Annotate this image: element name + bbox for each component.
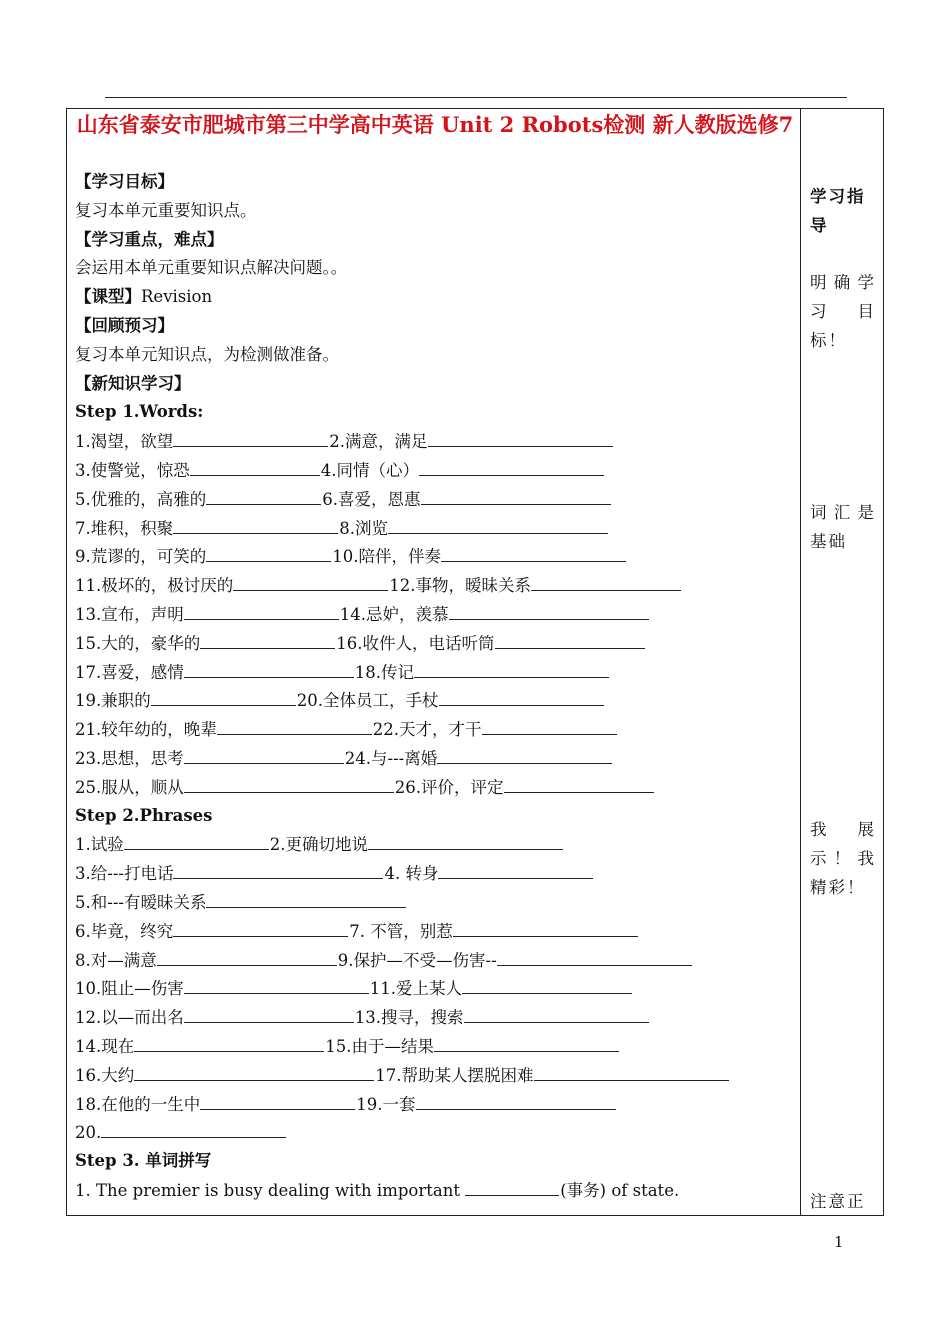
exercise-label: 12.事物，暧昧关系: [389, 576, 531, 596]
new-knowledge-heading: 【新知识学习】: [75, 373, 191, 393]
step2-phrase-list: [75, 830, 797, 1147]
objective-text: 复习本单元重要知识点。: [75, 200, 257, 220]
exercise-row: [75, 1118, 797, 1147]
exercise-label: 7. 不管，别惹: [349, 921, 453, 941]
exercise-row: [75, 1061, 797, 1090]
exercise-label: 18.在他的一生中: [75, 1094, 201, 1114]
exercise-row: [75, 830, 797, 859]
step1-heading: Step 1.Words:: [75, 402, 204, 422]
answer-blank[interactable]: [416, 1090, 616, 1110]
answer-blank[interactable]: [190, 456, 320, 476]
exercise-label: 17.喜爱，感情: [75, 662, 184, 682]
answer-blank[interactable]: [465, 1176, 559, 1196]
exercise-label: 15.大的，豪华的: [75, 633, 201, 653]
answer-blank[interactable]: [449, 600, 649, 620]
answer-blank[interactable]: [495, 629, 645, 649]
answer-blank[interactable]: [184, 658, 354, 678]
exercise-row: [75, 456, 797, 485]
step2-heading: Step 2.Phrases: [75, 805, 213, 825]
keypoints-text: 会运用本单元重要知识点解决问题。。: [75, 258, 348, 278]
exercise-label: 5.和---有暧昧关系: [75, 892, 207, 912]
class-type-heading: 【课型】: [75, 287, 141, 307]
exercise-label: 16.大约: [75, 1065, 135, 1085]
exercise-row: [75, 946, 797, 975]
exercise-row: [75, 514, 797, 543]
answer-blank[interactable]: [173, 514, 338, 534]
answer-blank[interactable]: [438, 859, 593, 879]
exercise-label: 3.使警觉，惊恐: [75, 460, 190, 480]
sidebar-note-attention: 注意正: [810, 1192, 866, 1211]
review-heading: 【回顾预习】: [75, 315, 174, 335]
answer-blank[interactable]: [206, 542, 331, 562]
exercise-row: [75, 744, 797, 773]
answer-blank[interactable]: [184, 974, 369, 994]
sidebar-guide-title: 学习指导: [810, 187, 866, 235]
sidebar-note-showcase: 我展示！我精彩！: [810, 820, 876, 897]
exercise-label: 8.对—满意: [75, 950, 157, 970]
exercise-row: [75, 600, 797, 629]
answer-blank[interactable]: [173, 917, 348, 937]
exercise-label: 20.: [75, 1123, 102, 1143]
document-title: 山东省泰安市肥城市第三中学高中英语 Unit 2 Robots检测 新人教版选修7: [76, 112, 794, 137]
answer-blank[interactable]: [206, 485, 321, 505]
exercise-label: 11.极坏的，极讨厌的: [75, 576, 234, 596]
answer-blank[interactable]: [464, 1003, 649, 1023]
answer-blank[interactable]: [497, 946, 692, 966]
exercise-row: [75, 715, 797, 744]
exercise-label: 7.堆积，积聚: [75, 518, 174, 538]
exercise-label: 13.搜寻，搜索: [354, 1008, 464, 1028]
sidebar-note-objective: 明确学习目标！: [810, 273, 876, 350]
header-rule: [105, 97, 847, 98]
answer-blank[interactable]: [414, 658, 609, 678]
answer-blank[interactable]: [534, 1061, 729, 1081]
sidebar-note-vocabulary: 词汇是基础: [810, 503, 876, 551]
answer-blank[interactable]: [124, 830, 269, 850]
exercise-label: 6.喜爱，恩惠: [322, 489, 421, 509]
exercise-row: [75, 974, 797, 1003]
answer-blank[interactable]: [184, 1003, 354, 1023]
answer-blank[interactable]: [439, 686, 604, 706]
answer-blank[interactable]: [453, 917, 638, 937]
answer-blank[interactable]: [184, 773, 394, 793]
exercise-label: 6.毕竟，终究: [75, 921, 174, 941]
exercise-label: 1.试验: [75, 835, 124, 855]
answer-blank[interactable]: [134, 1032, 324, 1052]
exercise-row: [75, 658, 797, 687]
answer-blank[interactable]: [441, 542, 626, 562]
answer-blank[interactable]: [173, 859, 383, 879]
exercise-label: 16.收件人，电话听筒: [336, 633, 495, 653]
exercise-label: 24.与---离婚: [344, 748, 438, 768]
exercise-row: [75, 542, 797, 571]
exercise-row: [75, 1032, 797, 1061]
exercise-label: 26.评价，评定: [394, 777, 504, 797]
exercise-label: 22.天才，才干: [372, 720, 482, 740]
exercise-label: 18.传记: [354, 662, 414, 682]
answer-blank[interactable]: [206, 888, 406, 908]
exercise-label: 14.现在: [75, 1036, 135, 1056]
exercise-row: [75, 485, 797, 514]
answer-blank[interactable]: [233, 571, 388, 591]
exercise-row: [75, 629, 797, 658]
answer-blank[interactable]: [428, 427, 613, 447]
exercise-label: 8.浏览: [339, 518, 388, 538]
answer-blank[interactable]: [531, 571, 681, 591]
answer-blank[interactable]: [200, 629, 335, 649]
exercise-label: 23.思想，思考: [75, 748, 184, 768]
exercise-label: 13.宣布，声明: [75, 604, 184, 624]
answer-blank[interactable]: [482, 715, 617, 735]
exercise-label: 2.满意，满足: [329, 432, 428, 452]
exercise-row: [75, 1003, 797, 1032]
exercise-row: [75, 427, 797, 456]
class-type-value: Revision: [141, 287, 213, 307]
answer-blank[interactable]: [151, 686, 296, 706]
answer-blank[interactable]: [184, 600, 339, 620]
answer-blank[interactable]: [504, 773, 654, 793]
exercise-label: 1.渴望，欲望: [75, 432, 174, 452]
answer-blank[interactable]: [434, 1032, 619, 1052]
exercise-label: 11.爱上某人: [369, 979, 462, 999]
review-text: 复习本单元知识点，为检测做准备。: [75, 344, 339, 364]
exercise-row: [75, 1090, 797, 1119]
exercise-label: 2.更确切地说: [269, 835, 368, 855]
answer-blank[interactable]: [173, 427, 328, 447]
main-column: [75, 168, 797, 1205]
step1-word-list: [75, 427, 797, 801]
exercise-label: 4.同情（心）: [320, 460, 419, 480]
answer-blank[interactable]: [217, 715, 372, 735]
exercise-row: [75, 686, 797, 715]
exercise-row: [75, 917, 797, 946]
exercise-label: 4. 转身: [384, 864, 439, 884]
exercise-label: 9.荒谬的，可笑的: [75, 547, 207, 567]
exercise-label: 3.给---打电话: [75, 864, 174, 884]
answer-blank[interactable]: [419, 456, 604, 476]
exercise-label: 10.阻止—伤害: [75, 979, 184, 999]
question-text-before: 1. The premier is busy dealing with important: [75, 1180, 466, 1200]
question-text-after: (事务) of state.: [560, 1180, 680, 1200]
exercise-label: 20.全体员工，手杖: [296, 691, 439, 711]
page-number: 1: [834, 1233, 844, 1251]
exercise-row: [75, 859, 797, 888]
exercise-row: [75, 571, 797, 600]
exercise-label: 14.忌妒，羡慕: [339, 604, 449, 624]
exercise-label: 25.服从，顺从: [75, 777, 184, 797]
answer-blank[interactable]: [462, 974, 632, 994]
answer-blank[interactable]: [437, 744, 612, 764]
answer-blank[interactable]: [157, 946, 337, 966]
answer-blank[interactable]: [368, 830, 563, 850]
exercise-label: 5.优雅的，高雅的: [75, 489, 207, 509]
exercise-row: [75, 888, 797, 917]
class-type-line: [75, 283, 797, 312]
exercise-row: [75, 773, 797, 802]
keypoints-heading: 【学习重点，难点】: [75, 229, 224, 249]
exercise-label: 15.由于—结果: [325, 1036, 434, 1056]
exercise-label: 19.兼职的: [75, 691, 151, 711]
exercise-label: 17.帮助某人摆脱困难: [375, 1065, 534, 1085]
answer-blank[interactable]: [134, 1061, 374, 1081]
exercise-label: 21.较年幼的，晚辈: [75, 720, 217, 740]
exercise-label: 19.一套: [356, 1094, 416, 1114]
exercise-label: 12.以—而出名: [75, 1008, 184, 1028]
answer-blank[interactable]: [388, 514, 608, 534]
exercise-label: 10.陪伴，伴奏: [332, 547, 441, 567]
objective-heading: 【学习目标】: [75, 172, 174, 191]
answer-blank[interactable]: [101, 1118, 286, 1138]
answer-blank[interactable]: [421, 485, 611, 505]
answer-blank[interactable]: [184, 744, 344, 764]
step3-question-1: [75, 1176, 797, 1205]
step3-heading: Step 3. 单词拼写: [75, 1151, 212, 1171]
column-divider: [800, 108, 801, 1216]
exercise-label: 9.保护—不受—伤害--: [337, 950, 497, 970]
answer-blank[interactable]: [200, 1090, 355, 1110]
